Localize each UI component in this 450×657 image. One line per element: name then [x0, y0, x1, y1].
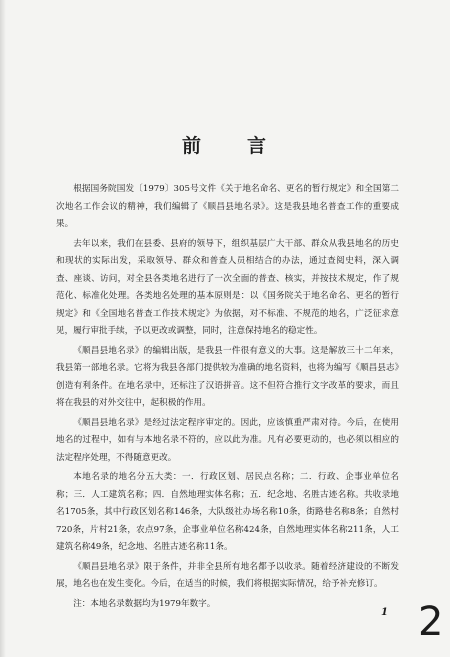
paragraph-note: 注：本地名录数据均为1979年数字。 [73, 598, 216, 609]
title-char-2: 言 [247, 135, 269, 157]
title-char-1: 前 [181, 135, 203, 157]
paragraph-2: 去年以来，我们在县委、县府的领导下，组织基层广大干部、群众从我县地名的历史和现状的实际出发，采取领导、群众和普查人员相结合的办法，通过查阅史料，深入调查、座谈、访问，对全县各类地名进行了一次全面的普查、核实，并按技术规定，作了规范化、标准化处理。各类地名处理的基本原则是：以《国务院关于地名命名、更名的暂行规定》和《全国地名普查工作技术规定》为依据，对不标准、不规范的地名，广泛征求意见，履行审批手续，予以更改或调整，同时，注意保持地名的稳定性。 [56, 238, 399, 336]
page-number: 1 [381, 607, 388, 618]
preface-body [56, 181, 399, 615]
paragraph-3: 《顺昌县地名录》的编辑出版，是我县一件很有意义的大事。这是解放三十二年来，我县第一部地名录。它将为我县各部门提供较为准确的地名资料，也将为编写《顺昌县志》创造有利条件。在地名录中，还标注了汉语拼音。这不但符合推行文字改革的要求，而且将在我县的对外交往中，起积极的作用。 [56, 345, 399, 408]
handwritten-page-mark: 2 [418, 599, 444, 645]
paragraph-6: 《顺昌县地名录》限于条件，并非全县所有地名都予以收录。随着经济建设的不断发展，地名也在发生变化。今后，在适当的时候，我们将根据实际情况，给予补充修订。 [56, 561, 399, 589]
page-binding-shadow [0, 0, 6, 657]
paragraph-1: 根据国务院国发〔1979〕305号文件《关于地名命名、更名的暂行规定》和全国第二次地名工作会议的精神，我们编辑了《顺昌县地名录》。这是我县地名普查工作的重要成果。 [56, 184, 399, 229]
page-title [0, 131, 450, 158]
paragraph-4: 《顺昌县地名录》是经过法定程序审定的。因此，应该慎重严肃对待。今后，在使用地名的过程中，如有与本地名录不符的，应以此为准。凡有必要更动的，也必须以相应的法定程序处理，不得随意更改。 [56, 417, 399, 463]
paragraph-5: 本地名录的地名分五大类：一．行政区划、居民点名称；二．行政、企事业单位名称；三．人工建筑名称；四．自然地理实体名称；五．纪念地、名胜古迹名称。共收录地名1705条，其中行政区划名称146条，大队级社办场名称10条，街路巷名称8条；自然村720条，片村21条，农点97条，企事业单位名称424条，自然地理实体名称211条，人工建筑名称49条，纪念地、名胜古迹名称11条。 [56, 472, 399, 552]
